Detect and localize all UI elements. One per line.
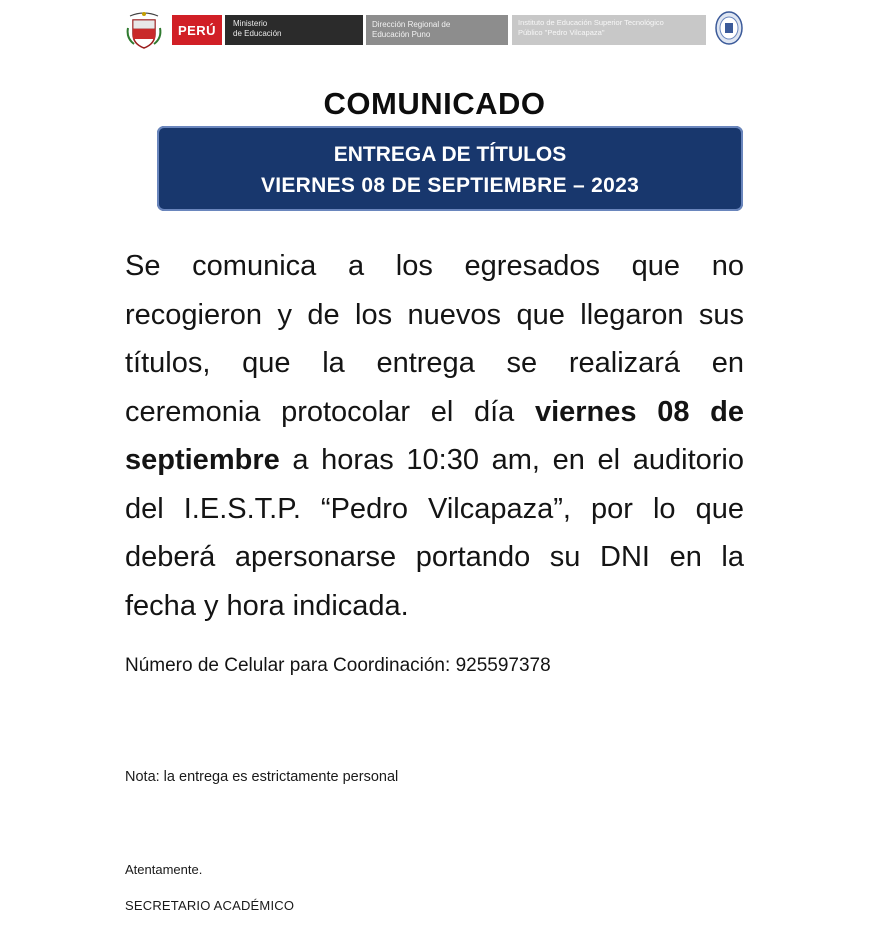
ministerio-line1: Ministerio bbox=[233, 19, 268, 28]
banner-subject: ENTREGA DE TÍTULOS bbox=[333, 143, 567, 166]
institute-logo-icon bbox=[714, 10, 744, 46]
body-text-part2: a horas 10:30 am, en el auditorio del I.E.S.T.P. “Pedro Vilcapaza”, por lo que deberá apersonarse portando su DNI en la fecha y hora indicada. bbox=[125, 444, 744, 622]
ministerio-line2: de Educación bbox=[233, 29, 282, 38]
phone-line bbox=[125, 655, 551, 677]
body-paragraph bbox=[125, 242, 744, 630]
phone-label: Número de Celular para Coordinación bbox=[125, 655, 446, 676]
header-bar bbox=[0, 0, 869, 60]
peru-label: PERÚ bbox=[172, 15, 222, 45]
instituto-line2: Público "Pedro Vilcapaza" bbox=[518, 27, 605, 37]
direccion-line2: Educación Puno bbox=[372, 30, 431, 39]
phone-number: 925597378 bbox=[455, 655, 551, 676]
page-title: COMUNICADO bbox=[323, 86, 546, 121]
closing-text: Atentamente. bbox=[125, 862, 203, 877]
instituto-label bbox=[512, 15, 706, 45]
ministerio-label bbox=[225, 15, 363, 45]
body-text-date: viernes 08 de septiembre bbox=[125, 395, 744, 476]
direccion-line1: Dirección Regional de bbox=[372, 20, 451, 29]
announcement-banner bbox=[157, 126, 743, 211]
national-shield-icon bbox=[124, 8, 164, 50]
note-text: Nota: la entrega es estrictamente personal bbox=[125, 769, 399, 785]
phone-separator: : bbox=[445, 655, 456, 676]
signature-title: SECRETARIO ACADÉMICO bbox=[125, 898, 295, 913]
instituto-line1: Instituto de Educación Superior Tecnológico bbox=[518, 18, 664, 27]
body-text-part1: Se comunica a los egresados que no recogieron y de los nuevos que llegaron sus títulos, que la entrega se realizará en ceremonia protocolar el día bbox=[125, 250, 744, 428]
direccion-label bbox=[366, 15, 508, 45]
banner-date: VIERNES 08 DE SEPTIEMBRE – 2023 bbox=[260, 174, 640, 197]
